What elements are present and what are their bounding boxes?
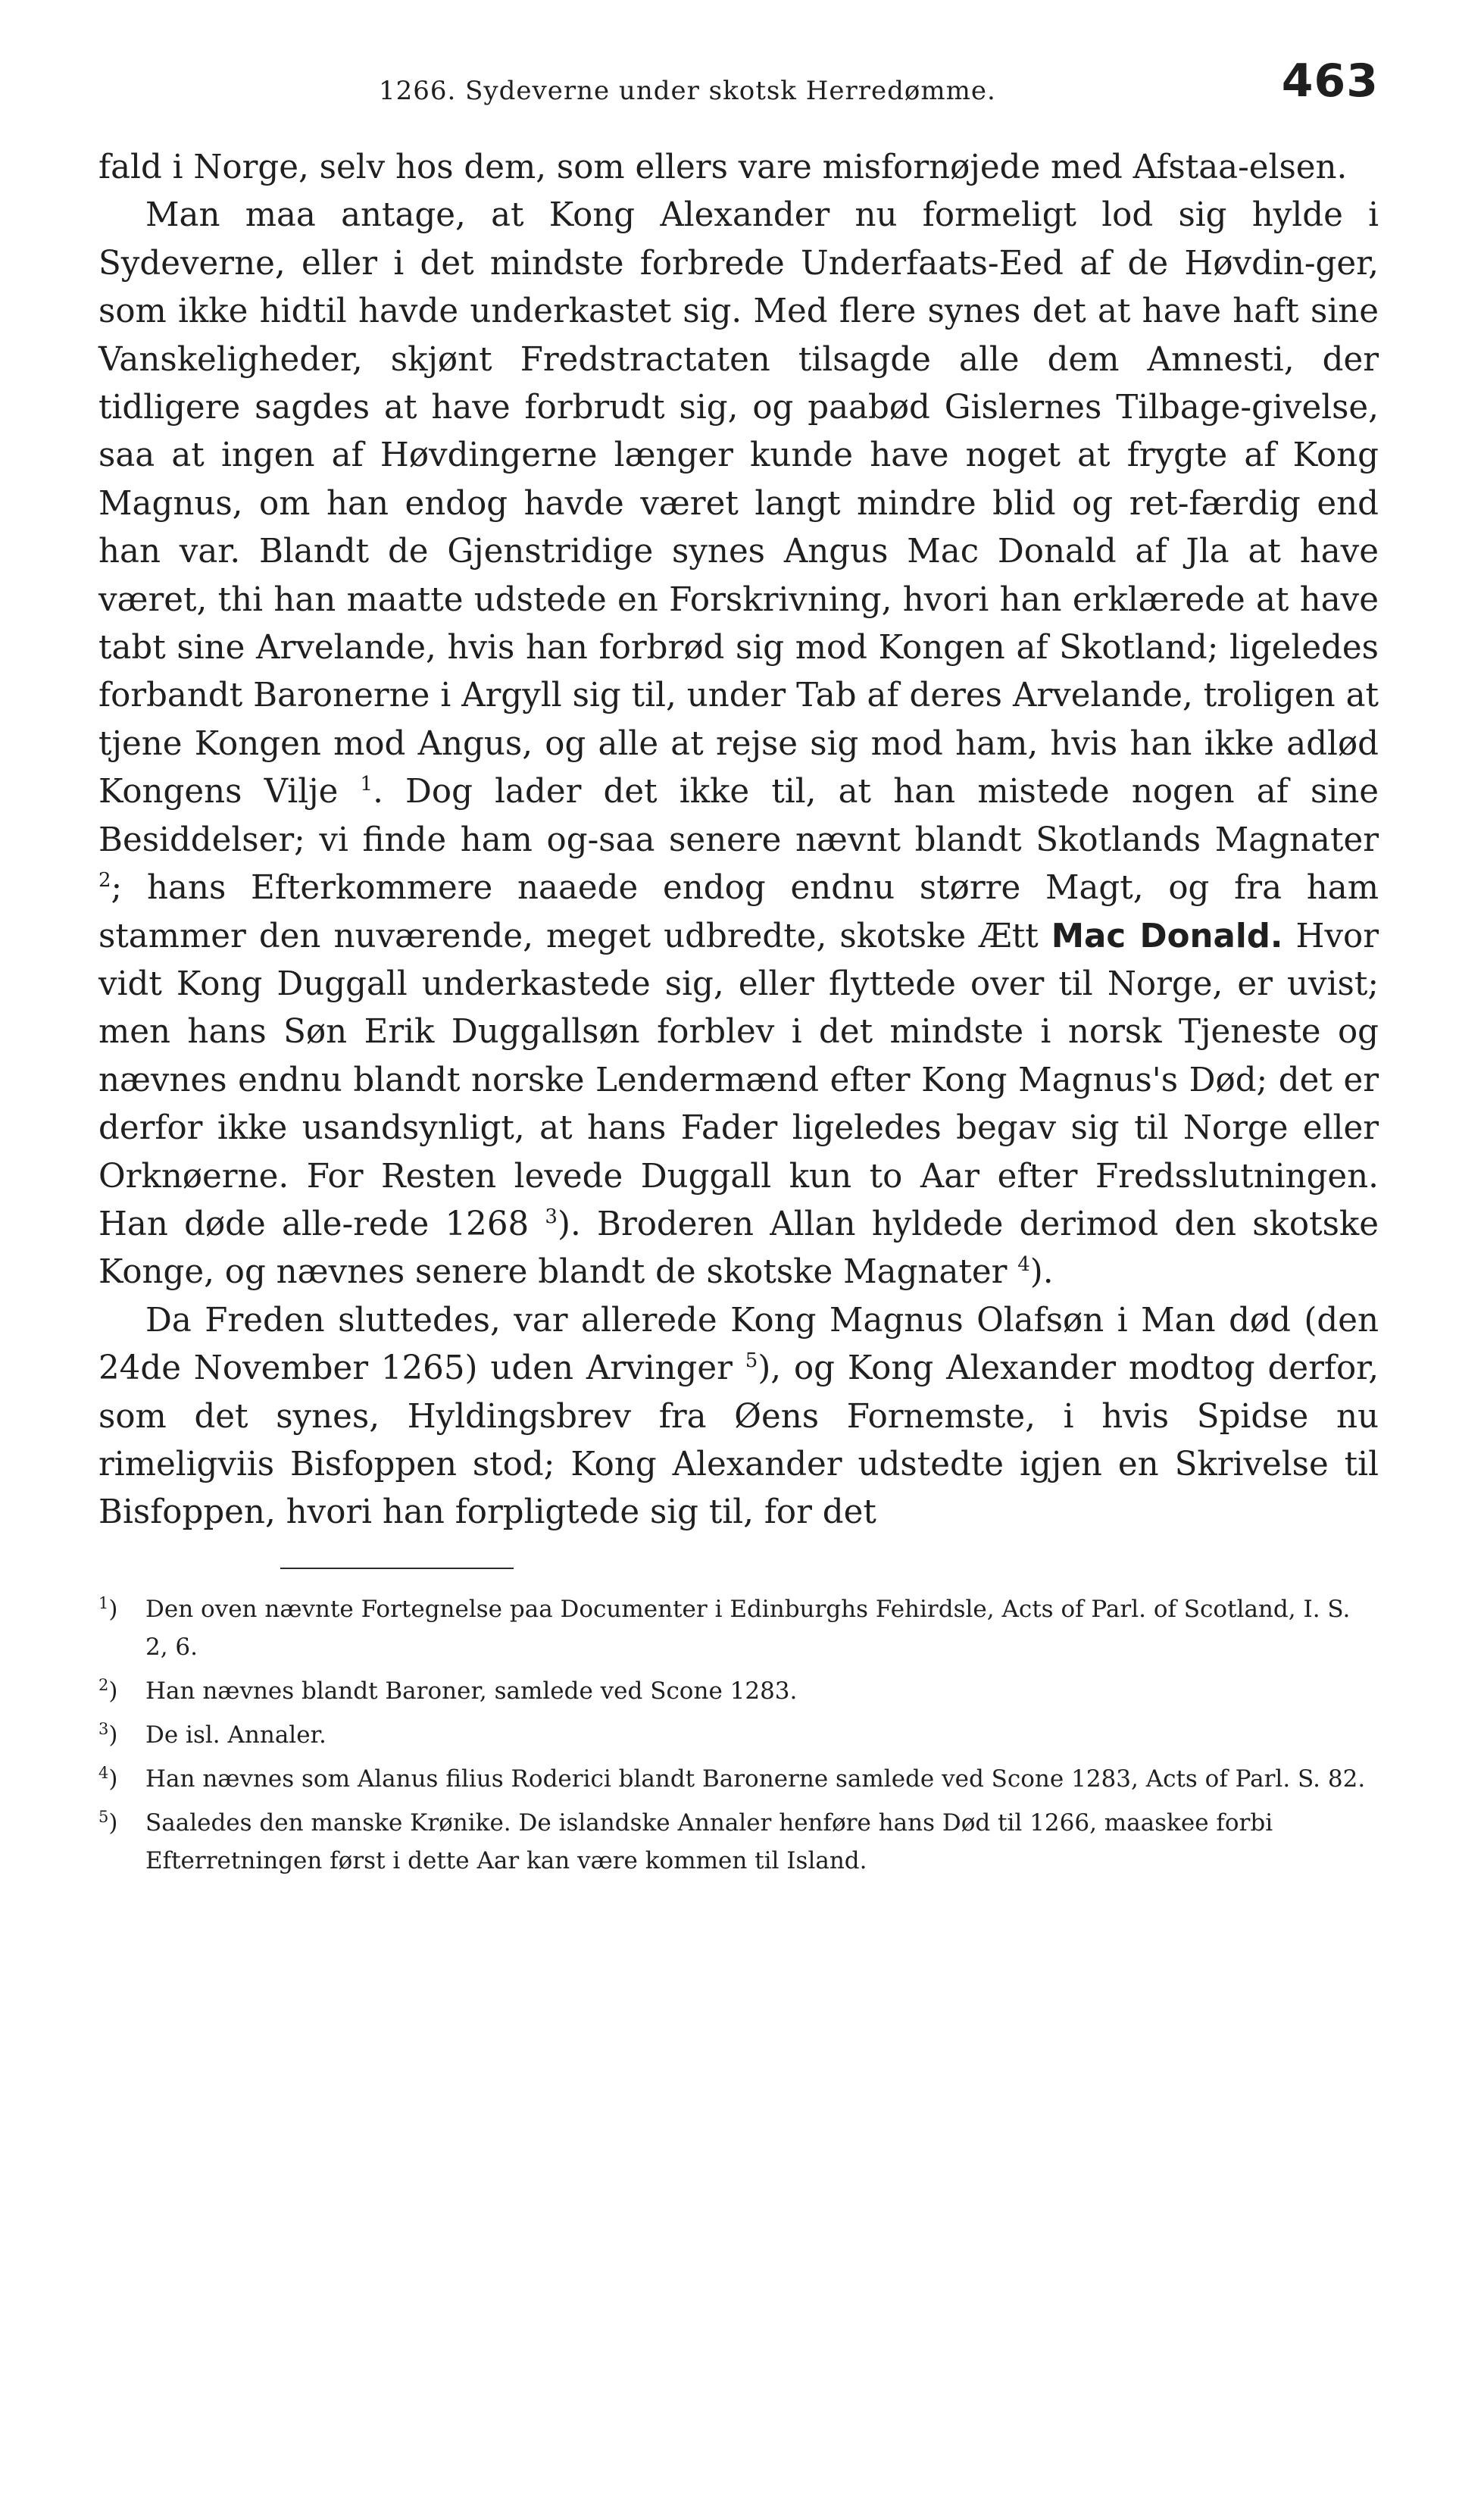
running-head bbox=[98, 45, 1379, 129]
footnote-1 bbox=[98, 1590, 1379, 1666]
clan-name-mac-donald: Mac Donald. bbox=[1051, 917, 1283, 955]
paragraph-2-part-b: . Dog lader det ikke til, at han mistede nogen af sine Besiddelser; vi finde ham og-saa senere nævnt blandt Skotlands Magnater bbox=[98, 773, 1379, 859]
footnote-divider bbox=[280, 1568, 514, 1569]
footnote-mark: $^1$) bbox=[98, 1593, 118, 1623]
footnote-text: De isl. Annaler. bbox=[145, 1721, 326, 1749]
paragraph-2-part-f: ). bbox=[1029, 1253, 1054, 1292]
paragraph-2-part-c: ; hans Efterkommere naaede endog endnu større Magt, og fra ham stammer den nuværende, meget udbredte, skotske Ætt bbox=[98, 869, 1379, 955]
paragraph-2-part-d: Hvor vidt Kong Duggall underkastede sig, eller flyttede over til Norge, er uvist; men hans Søn Erik Duggallsøn forblev i det mindste i norsk Tjeneste og nævnes endnu blandt norske Lendermænd efter Kong Magnus's Død; det er derfor ikke usandsynligt, at hans Fader ligeledes begav sig til Norge eller Orknøerne. For Resten levede Duggall kun to Aar efter Fredsslutningen. Han døde alle-rede 1268 bbox=[98, 917, 1379, 1243]
footnote-5 bbox=[98, 1804, 1379, 1880]
footnote-mark: $^2$) bbox=[98, 1675, 118, 1705]
paragraph-3-part-b: ), og Kong Alexander modtog derfor, som det synes, Hyldingsbrev fra Øens Fornemste, i hvis Spidse nu rimeligviis Bisfoppen stod; Kong Alexander udstedte igjen en Skrivelse til Bisfoppen, hvori han forpligtede sig til, for det bbox=[98, 1349, 1379, 1532]
footnote-ref-2: 2 bbox=[98, 869, 111, 893]
footnote-mark: $^4$) bbox=[98, 1763, 118, 1793]
running-title: 1266. Sydeverne under skotsk Herredømme. bbox=[379, 76, 996, 106]
footnote-mark: $^5$) bbox=[98, 1807, 118, 1837]
footnote-ref-3: 3 bbox=[545, 1205, 558, 1228]
footnotes bbox=[98, 1590, 1379, 1880]
paragraph-2-part-a: Man maa antage, at Kong Alexander nu formeligt lod sig hylde i Sydeverne, eller i det mindste forbrede Underfaats-Eed af de Høvdin-ger, som ikke hidtil havde underkastet sig. Med flere synes det at have haft sine Vanskeligheder, skjønt Fredstractaten tilsagde alle dem Amnesti, der tidligere sagdes at have forbrudt sig, og paabød Gislernes Tilbage-givelse, saa at ingen af Høvdingerne længer kunde have noget at frygte af Kong Magnus, om han endog havde været langt mindre blid og ret-færdig end han var. Blandt de Gjenstridige synes Angus Mac Donald af Jla at have været, thi han maatte udstede en Forskrivning, hvori han erklærede at have tabt sine Arvelande, hvis han forbrød sig mod Kongen af Skotland; ligeledes forbandt Baronerne i Argyll sig til, under Tab af deres Arvelande, troligen at tjene Kongen mod Angus, og alle at rejse sig mod ham, hvis han ikke adlød Kongens Vilje bbox=[98, 196, 1379, 811]
paragraph-3 bbox=[98, 1297, 1379, 1537]
paragraph-2-part-e: ). Broderen Allan hyldede derimod den skotske Konge, og nævnes senere blandt de skotske Magnater bbox=[98, 1205, 1379, 1292]
footnote-mark: $^3$) bbox=[98, 1719, 118, 1749]
footnote-ref-1: 1 bbox=[360, 773, 373, 796]
footnote-text: Den oven nævnte Fortegnelse paa Documenter i Edinburghs Fehirdsle, Acts of Parl. of Scotland, I. S. 2, 6. bbox=[145, 1595, 1351, 1661]
footnote-text: Han nævnes blandt Baroner, samlede ved Scone 1283. bbox=[145, 1677, 798, 1705]
paragraph-1: fald i Norge, selv hos dem, som ellers vare misfornøjede med Afstaa-elsen. bbox=[98, 148, 1348, 186]
footnote-ref-4: 4 bbox=[1017, 1253, 1030, 1277]
footnote-3 bbox=[98, 1716, 1379, 1754]
footnote-text: Saaledes den manske Krønike. De islandske Annaler henføre hans Død til 1266, maaskee forbi Efterretningen først i dette Aar kan være kommen til Island. bbox=[145, 1809, 1273, 1874]
body-text bbox=[98, 144, 1379, 1537]
book-page bbox=[98, 45, 1379, 1886]
footnote-ref-5: 5 bbox=[745, 1349, 758, 1373]
footnote-text: Han nævnes som Alanus filius Roderici blandt Baronerne samlede ved Scone 1283, Acts of Parl. S. 82. bbox=[145, 1765, 1366, 1793]
paragraph-3-part-a: Da Freden sluttedes, var allerede Kong Magnus Olafsøn i Man død (den 24de November 1265) uden Arvinger bbox=[98, 1301, 1379, 1388]
paragraph-2 bbox=[98, 192, 1379, 1296]
footnote-4 bbox=[98, 1760, 1379, 1798]
page-number: 463 bbox=[1281, 55, 1379, 108]
footnote-2 bbox=[98, 1672, 1379, 1710]
